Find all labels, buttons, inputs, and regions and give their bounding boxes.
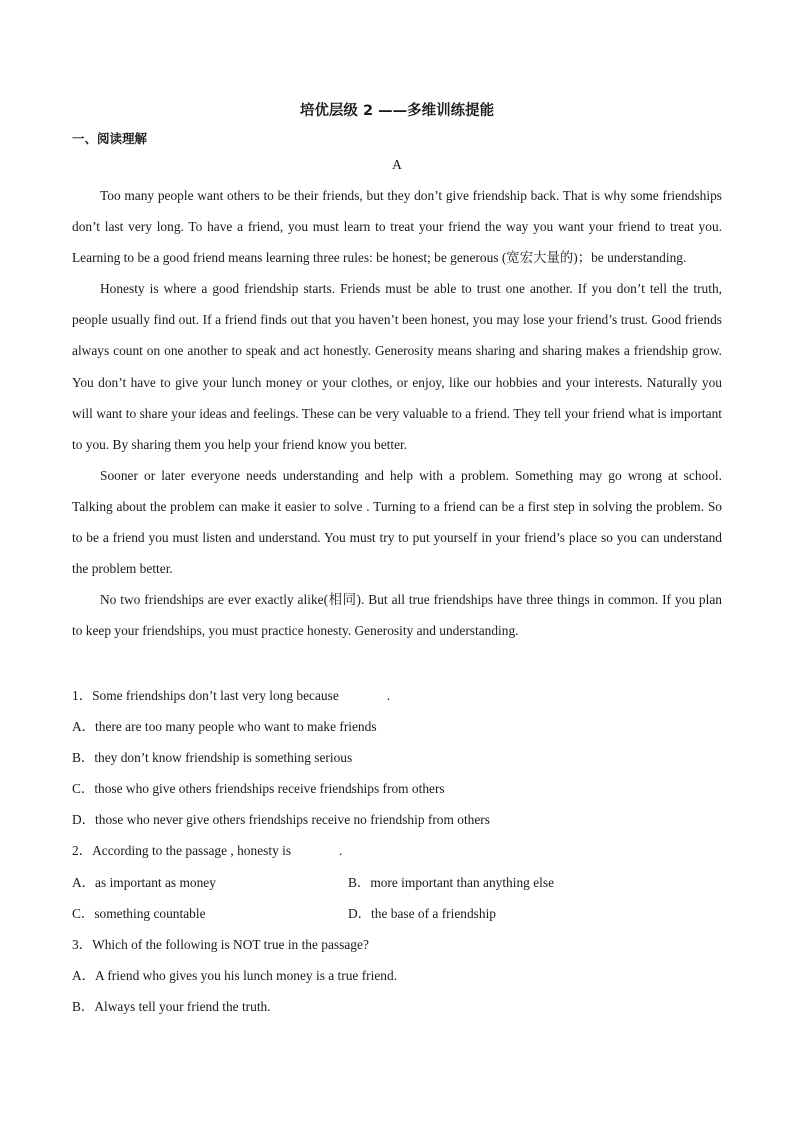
option-line	[72, 960, 722, 991]
answer-blank	[339, 699, 387, 700]
option-line	[72, 804, 722, 835]
option-line	[72, 742, 722, 773]
question-3-stem: 3．Which of the following is NOT true in the passage?	[72, 936, 369, 952]
passage-paragraph: No two friendships are ever exactly alike(相同). But all true friendships have three things in common. If you plan to keep your friendships, you must practice honesty. Generosity and understanding.	[72, 592, 722, 639]
question-end-punctuation: .	[386, 688, 391, 703]
question-2-option-a: A．as important as money	[72, 874, 216, 890]
question-1-option-b: B．they don’t know friendship is something serious	[72, 750, 353, 766]
question-1-stem: 1．Some friendships don’t last very long because	[72, 688, 339, 703]
question-list	[72, 680, 722, 1022]
question-stem	[72, 680, 722, 711]
passage-paragraph: Too many people want others to be their friends, but they don’t give friendship back. That is why some friendships don’t last very long. To have a friend, you must learn to treat your friend the way you want your friend to treat you. Learning to be a good friend means learning three rules: be honest; be generous (宽宏大量的)；be understanding.	[72, 188, 722, 266]
option-line	[72, 711, 722, 742]
question-2-option-d: D．the base of a friendship	[348, 905, 496, 921]
question-3-option-b: B．Always tell your friend the truth.	[72, 998, 271, 1014]
page-title: 培优层级 2 ——多维训练提能	[299, 103, 495, 119]
passage-label: A	[392, 157, 402, 172]
question-1-option-c: C．those who give others friendships receive friendships from others	[72, 781, 445, 797]
question-1-option-d: D．those who never give others friendships receive no friendship from others	[72, 812, 490, 828]
reading-passage	[72, 180, 722, 646]
question-3-option-a: A．A friend who gives you his lunch money is a true friend.	[72, 967, 398, 983]
question-stem	[72, 929, 722, 960]
option-line	[72, 898, 722, 929]
option-line	[72, 773, 722, 804]
question-end-punctuation: .	[339, 843, 343, 859]
question-2-stem: 2．According to the passage , honesty is	[72, 843, 292, 859]
answer-blank	[291, 854, 339, 855]
question-2-option-b: B．more important than anything else	[348, 874, 555, 890]
question-2-option-c: C．something countable	[72, 905, 206, 921]
section-heading: 一、阅读理解	[72, 131, 148, 146]
option-line	[72, 991, 722, 1022]
option-line	[72, 867, 722, 898]
question-1-option-a: A．there are too many people who want to make friends	[72, 719, 377, 735]
question-stem	[72, 835, 722, 866]
passage-paragraph: Honesty is where a good friendship starts. Friends must be able to trust one another. If you don’t tell the truth, people usually find out. If a friend finds out that you haven’t been honest, you may lose your friend’s trust. Good friends always count on one another to speak and act honestly. Generosity means sharing and sharing makes a friendship grow. You don’t have to give your lunch money or your clothes, or enjoy, like our hobbies and your interests. Naturally you will want to share your ideas and feelings. These can be very valuable to a friend. They tell your friend what is important to you. By sharing them you help your friend know you better.	[72, 281, 722, 452]
passage-paragraph: Sooner or later everyone needs understanding and help with a problem. Something may go wrong at school. Talking about the problem can make it easier to solve . Turning to a friend can be a first step in solving the problem. So to be a friend you must listen and understand. You must try to put yourself in your friend’s place so you can understand the problem better.	[72, 467, 722, 577]
